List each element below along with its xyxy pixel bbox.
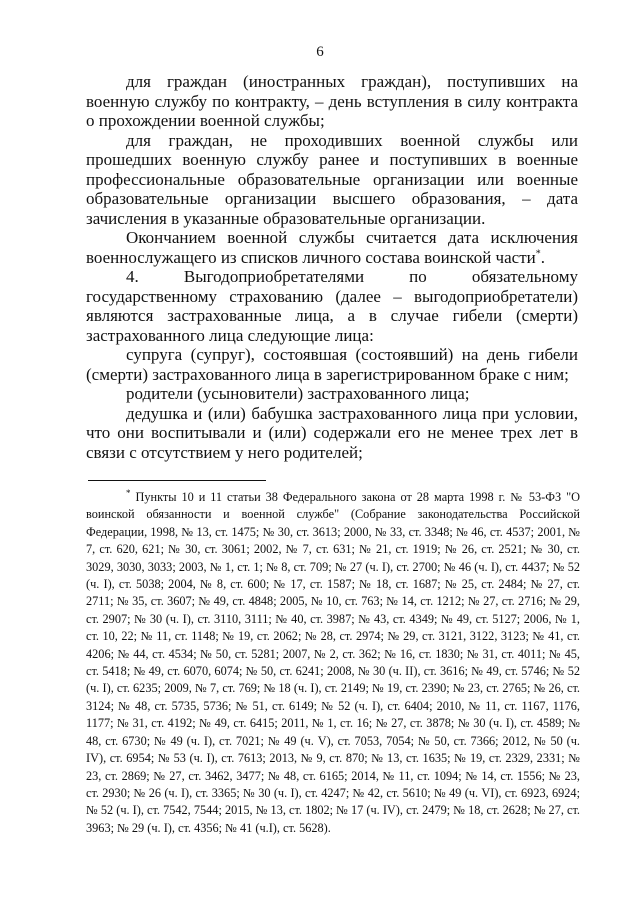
paragraph: родители (усыновители) застрахованного лица; (126, 384, 470, 403)
footnote-text: Пункты 10 и 11 статьи 38 Федерального закона от 28 марта 1998 г. № 53-ФЗ "О воинской обязанности и военной службе" (Собрание законодательства Российской Федерации, 1998, № 13, ст. 1475; № 30, ст. 3613; 2000, № 33, ст. 3348; № 46, ст. 4537; 2001, № 7, ст. 620, 621; № 30, ст. 3061; 2002, № 7, ст. 631; № 21, ст. 1919; № 26, ст. 2521; № 30, ст. 3029, 3030, 3033; 2003, № 1, ст. 1; № 8, ст. 709; № 27 (ч. I), ст. 2700; № 46 (ч. I), ст. 4437; № 52 (ч. I), ст. 5038; 2004, № 8, ст. 600; № 17, ст. 1587; № 18, ст. 1687; № 25, ст. 2484; № 27, ст. 2711; № 35, ст. 3607; № 49, ст. 4848; 2005, № 10, ст. 763; № 14, ст. 1212; № 27, ст. 2716; № 29, ст. 2907; № 30 (ч. I), ст. 3110, 3111; № 40, ст. 3987; № 43, ст. 4349; № 49, ст. 5127; 2006, № 1, ст. 10, 22; № 11, ст. 1148; № 19, ст. 2062; № 28, ст. 2974; № 29, ст. 3121, 3122, 3123; № 41, ст. 4206; № 44, ст. 4534; № 50, ст. 5281; 2007, № 2, ст. 362; № 16, ст. 1830; № 31, ст. 4011; № 45, ст. 5418; № 49, ст. 6070, 6074; № 50, ст. 6241; 2008, № 30 (ч. II), ст. 3616; № 49, ст. 5746; № 52 (ч. I), ст. 6235; 2009, № 7, ст. 769; № 18 (ч. I), ст. 2149; № 19, ст. 2390; № 23, ст. 2765; № 26, ст. 3124; № 48, ст. 5735, 5736; № 51, ст. 6149; № 52 (ч. I), ст. 6404; 2010, № 11, ст. 1167, 1176, 1177; № 31, ст. 4192; № 49, ст. 6415; 2011, № 1, ст. 16; № 27, ст. 3878; № 30 (ч. I), ст. 4589; № 48, ст. 6730; № 49 (ч. I), ст. 7021; № 49 (ч. V), ст. 7053, 7054; № 50, ст. 7366; 2012, № 50 (ч. IV), ст. 6954; № 53 (ч. I), ст. 7613; 2013, № 9, ст. 870; № 13, ст. 1635; № 19, ст. 2329, 2331; № 23, ст. 2869; № 27, ст. 3462, 3477; № 48, ст. 6165; 2014, № 11, ст. 1094; № 14, ст. 1556; № 23, ст. 2930; № 26 (ч. I), ст. 3365; № 30 (ч. I), ст. 4247; № 42, ст. 5610; № 49 (ч. VI), ст. 6923, 6924; № 52 (ч. I), ст. 7542, 7544; 2015, № 13, ст. 1802; № 17 (ч. IV), ст. 2479; № 18, ст. 2628; № 27, ст. 3963; № 29 (ч. I), ст. 4356; № 41 (ч.I), ст. 5628). (86, 490, 580, 835)
paragraph: для граждан, не проходивших военной службы или прошедших военную службу ранее и поступивших в военные профессиональные образовательные организации или военные образовательные организации высшего образования, – дата зачисления в указанные образовательные организации. (86, 130, 578, 228)
footnote-marker: * (126, 487, 131, 498)
paragraph: дедушка и (или) бабушка застрахованного лица при условии, что они воспитывали и (или) содержали его не менее трех лет в связи с отсутствием у него родителей; (86, 403, 578, 462)
paragraph-with-footnote-ref (86, 228, 578, 267)
main-text (86, 72, 578, 462)
paragraph-end-punct: . (540, 247, 545, 267)
paragraph: супруга (супруг), состоявшая (состоявший) на день гибели (смерти) застрахованного лица в зарегистрированном браке с ним; (86, 345, 578, 384)
footnote-separator (88, 480, 266, 481)
paragraph-text: Окончанием военной службы считается дата исключения военнослужащего из списков личного состава воинской части (86, 228, 578, 267)
paragraph: 4. Выгодоприобретателями по обязательному государственному страхованию (далее – выгодоприобретатели) являются застрахованные лица, а в случае гибели (смерти) застрахованного лица следующие лица: (86, 267, 578, 345)
footnote (86, 489, 580, 837)
page-number: 6 (316, 44, 324, 60)
paragraph: для граждан (иностранных граждан), поступивших на военную службу по контракту, – день вступления в силу контракта о прохождении военной службы; (86, 72, 578, 130)
footnote-reference[interactable]: * (535, 247, 541, 259)
